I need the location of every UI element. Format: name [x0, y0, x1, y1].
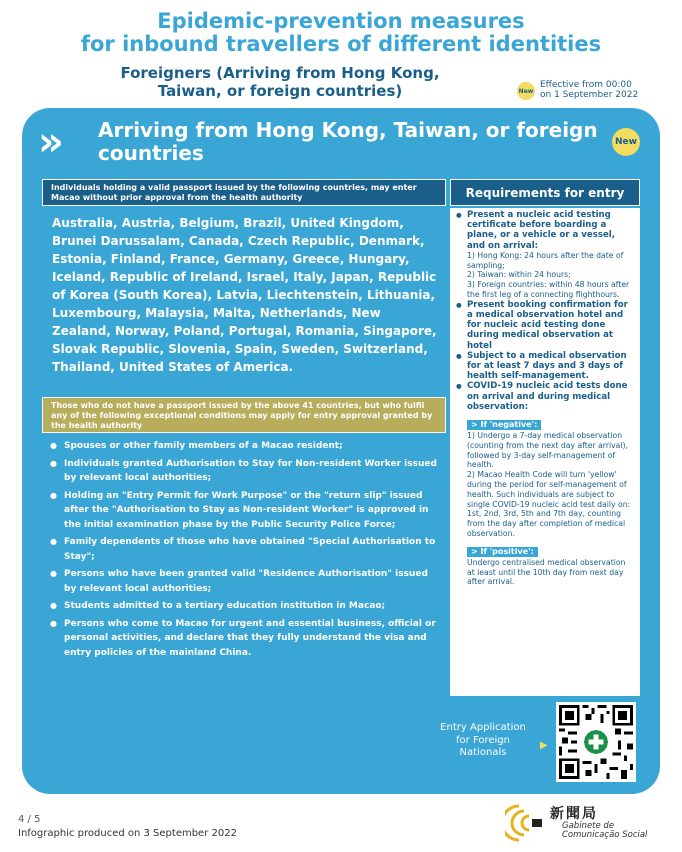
requirement-detail: Undergo centralised medical observation at least until the 10th day from next day after arrival.	[467, 557, 626, 587]
requirement-item: ● COVID-19 nucleic acid tests done on arrival and during medical observation:	[456, 381, 635, 412]
new-badge-small: New	[517, 82, 535, 100]
list-item: ● Persons who come to Macao for urgent and essential business, official or personal activities, and declare that they fully understand the visa and entry policies of the mainland China.	[50, 617, 442, 661]
list-item: ● Family dependents of those who have obtained "Special Authorisation to Stay";	[50, 535, 442, 564]
positive-tag: > If 'positive':	[467, 547, 538, 557]
new-badge-large: New	[612, 128, 640, 156]
requirements-panel	[450, 208, 640, 696]
effective-line-1: Effective from 00:00	[540, 80, 632, 90]
entry-application-label	[428, 722, 538, 760]
conditions-list	[50, 439, 442, 663]
gcs-logo-icon	[505, 800, 545, 846]
arrow-right-icon: ▶	[540, 740, 548, 751]
title-line-2: for inbound travellers of different identities	[80, 32, 602, 56]
passport-heading: Individuals holding a valid passport issued by the following countries, may enter Macao without prior approval from the health authority	[42, 179, 446, 206]
title-line-1: Epidemic-prevention measures	[157, 9, 525, 33]
logo-pt-line-2: Comunicação Social	[562, 830, 648, 840]
entry-line-1: Entry Application	[440, 722, 526, 733]
logo-chinese-name: 新聞局	[550, 806, 598, 822]
page-number: 4 / 5	[18, 814, 41, 825]
country-list: Australia, Austria, Belgium, Brazil, United Kingdom, Brunei Darussalam, Canada, Czech Republic, Denmark, Estonia, Finland, France, Germany, Greece, Hungary, Iceland, Republic of Ireland, Israel, Italy, Japan, Republic of Korea (South Korea), Latvia, Liechtenstein, Lithuania, Luxembourg, Malaysia, Malta, Netherlands, New Zealand, Norway, Poland, Portugal, Romania, Singapore, Slovak Republic, Slovenia, Spain, Sweden, Switzerland, Thailand, United States of America.	[52, 216, 437, 374]
logo-pt-line-1: Gabinete de	[562, 821, 615, 831]
double-chevron-icon: »	[38, 119, 60, 165]
requirement-detail: 2) Macao Health Code will turn 'yellow' during the period for self-management of health. Such individuals are subject to single COVID-19 nucleic acid test daily on: 1st, 2nd, 3rd, 5th and 7th day, counting from the day after completion of medical observation.	[467, 470, 631, 538]
requirement-detail: 3) Foreign countries: within 48 hours after the first leg of a connecting flighthours.	[467, 280, 630, 299]
negative-tag: > If 'negative':	[467, 420, 541, 430]
list-item: ● Persons who have been granted valid "Residence Authorisation" issued by relevant local authorities;	[50, 567, 442, 596]
requirement-detail: 2) Taiwan: within 24 hours;	[467, 270, 571, 280]
produced-date: Infographic produced on 3 September 2022	[18, 828, 237, 839]
requirements-heading: Requirements for entry	[450, 179, 640, 206]
requirement-item: ● Present booking confirmation for a medical observation hotel and for nucleic acid testing done during medical observation at hotel	[456, 300, 635, 351]
qr-code-icon	[559, 705, 633, 779]
list-item: ● Individuals granted Authorisation to Stay for Non-resident Worker issued by relevant local authorities;	[50, 457, 442, 486]
subtitle-line-1: Foreigners (Arriving from Hong Kong,	[120, 64, 440, 82]
subtitle-line-2: Taiwan, or foreign countries)	[157, 82, 403, 100]
entry-line-3: Nationals	[459, 747, 507, 758]
list-item: ● Holding an "Entry Permit for Work Purpose" or the "return slip" issued after the "Authorisation to Stay as Non-resident Worker" is approved in the initial examination phase by the Public Security Police Force;	[50, 489, 442, 533]
list-item: ● Spouses or other family members of a Macao resident;	[50, 439, 442, 454]
qr-code[interactable]	[556, 702, 636, 782]
logo-portuguese-name	[562, 822, 647, 840]
effective-date	[540, 80, 638, 100]
effective-line-2: on 1 September 2022	[540, 90, 639, 100]
requirement-item: ● Subject to a medical observation for at least 7 days and 3 days of health self-management.	[456, 351, 635, 382]
requirement-detail: 1) Undergo a 7-day medical observation (counting from the next day after arrival), followed by 3-day self-management of health.	[467, 431, 628, 470]
requirement-detail: 1) Hong Kong: 24 hours after the date of sampling;	[467, 250, 624, 270]
requirement-item: ● Present a nucleic acid testing certificate before boarding a plane, or a vehicle or a vessel, and on arrival:	[456, 210, 635, 251]
card-title: Arriving from Hong Kong, Taiwan, or foreign countries	[98, 118, 598, 165]
page-title	[0, 10, 682, 56]
page-subtitle	[60, 64, 500, 100]
entry-line-2: for Foreign	[456, 734, 510, 746]
exception-heading: Those who do not have a passport issued by the above 41 countries, but who fulfil any of the following exceptional conditions may apply for entry approval granted by the health authority	[42, 397, 446, 433]
list-item: ● Students admitted to a tertiary education institution in Macao;	[50, 599, 442, 614]
